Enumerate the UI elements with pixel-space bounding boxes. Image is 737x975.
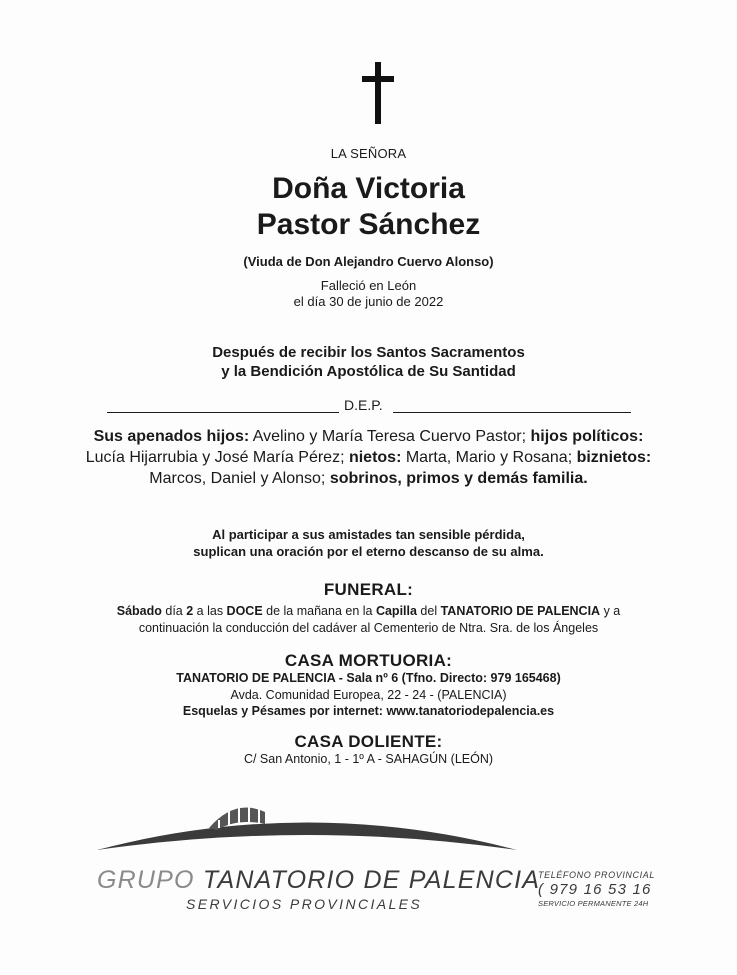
otros-familiares: sobrinos, primos y demás familia. — [329, 470, 588, 487]
funeral-line2: continuación la conducción del cadáver al Cementerio de Ntra. Sra. de los Ángeles — [138, 621, 599, 635]
casa-mortuoria-details — [0, 670, 737, 720]
family-line3 — [0, 468, 737, 489]
death-info — [0, 278, 737, 310]
politicos-label: hijos políticos: — [530, 428, 644, 445]
funeral-text: a las — [193, 604, 227, 618]
prayer-request — [0, 526, 737, 560]
brand-word1: GRUPO — [97, 866, 195, 894]
prayer-request-line2: suplican una oración por el eterno descanso de su alma. — [193, 544, 544, 559]
hijos-label: Sus apenados hijos: — [93, 428, 250, 445]
deceased-name-line1: Doña Victoria — [272, 172, 465, 205]
biznietos-label: biznietos: — [576, 449, 652, 466]
family-list — [0, 426, 737, 489]
sacraments-line1: Después de recibir los Santos Sacramentos — [212, 344, 525, 361]
death-date: el día 30 de junio de 2022 — [293, 294, 444, 309]
funeral-day: Sábado — [116, 604, 162, 618]
intro-text: LA SEÑORA — [330, 146, 407, 161]
phone-number: 979 16 53 16 — [549, 881, 652, 898]
funeral-text: de la mañana en la — [262, 604, 376, 618]
phone-box — [538, 870, 668, 908]
funeral-text: día — [161, 604, 187, 618]
casa-mortuoria-line3: Esquelas y Pésames por internet: www.tanatoriodepalencia.es — [182, 704, 555, 718]
casa-mortuoria-heading: CASA MORTUORIA: — [284, 651, 453, 670]
casa-mortuoria-line1: TANATORIO DE PALENCIA - Sala nº 6 (Tfno. Directo: 979 165468) — [176, 671, 561, 685]
tanatorio-logo-icon — [97, 790, 517, 860]
phone-handset-icon: ( — [538, 881, 545, 898]
casa-doliente-heading: CASA DOLIENTE: — [294, 732, 443, 751]
brand-name — [97, 866, 540, 895]
dep-line — [0, 396, 737, 416]
hijos-names: Avelino y María Teresa Cuervo Pastor; — [249, 428, 531, 445]
funeral-text: del — [416, 604, 441, 618]
funeral-text: y a — [600, 604, 621, 618]
biznietos-names: Marcos, Daniel y Alonso; — [149, 470, 330, 487]
politicos-names: Lucía Hijarrubia y José María Pérez; — [85, 449, 349, 466]
casa-mortuoria-line2: Avda. Comunidad Europea, 22 - 24 - (PALENCIA) — [230, 687, 507, 702]
phone-permanent: SERVICIO PERMANENTE 24H — [538, 899, 649, 908]
family-line1 — [0, 426, 737, 447]
phone-label: TELÉFONO PROVINCIAL — [538, 870, 655, 880]
casa-doliente-address: C/ San Antonio, 1 - 1º A - SAHAGÚN (LEÓN) — [243, 752, 494, 766]
funeral-chapel: Capilla — [375, 604, 417, 618]
latin-cross-icon — [360, 62, 396, 124]
phone-number-row — [538, 881, 668, 898]
deceased-name-line2: Pastor Sánchez — [256, 208, 481, 241]
family-line2 — [0, 447, 737, 468]
brand-tagline: SERVICIOS PROVINCIALES — [186, 896, 423, 912]
widow-of: (Viuda de Don Alejandro Cuervo Alonso) — [243, 254, 494, 269]
dep-rule-left — [107, 412, 339, 413]
funeral-venue: TANATORIO DE PALENCIA — [440, 604, 601, 618]
death-place: Falleció en León — [320, 278, 417, 293]
funeral-hour: DOCE — [226, 604, 263, 618]
brand-word2: TANATORIO DE PALENCIA — [202, 866, 541, 894]
nietos-label: nietos: — [348, 449, 402, 466]
funeral-heading: FUNERAL: — [323, 580, 414, 599]
funeral-line1 — [0, 603, 737, 620]
prayer-request-line1: Al participar a sus amistades tan sensible pérdida, — [212, 527, 525, 542]
funeral-details — [0, 603, 737, 637]
sacraments-line2: y la Bendición Apostólica de Su Santidad — [221, 363, 516, 380]
funeral-date: 2 — [186, 604, 194, 618]
sacraments-text — [0, 343, 737, 381]
nietos-names: Marta, Mario y Rosana; — [401, 449, 577, 466]
dep-text: D.E.P. — [344, 397, 383, 413]
dep-rule-right — [393, 412, 631, 413]
